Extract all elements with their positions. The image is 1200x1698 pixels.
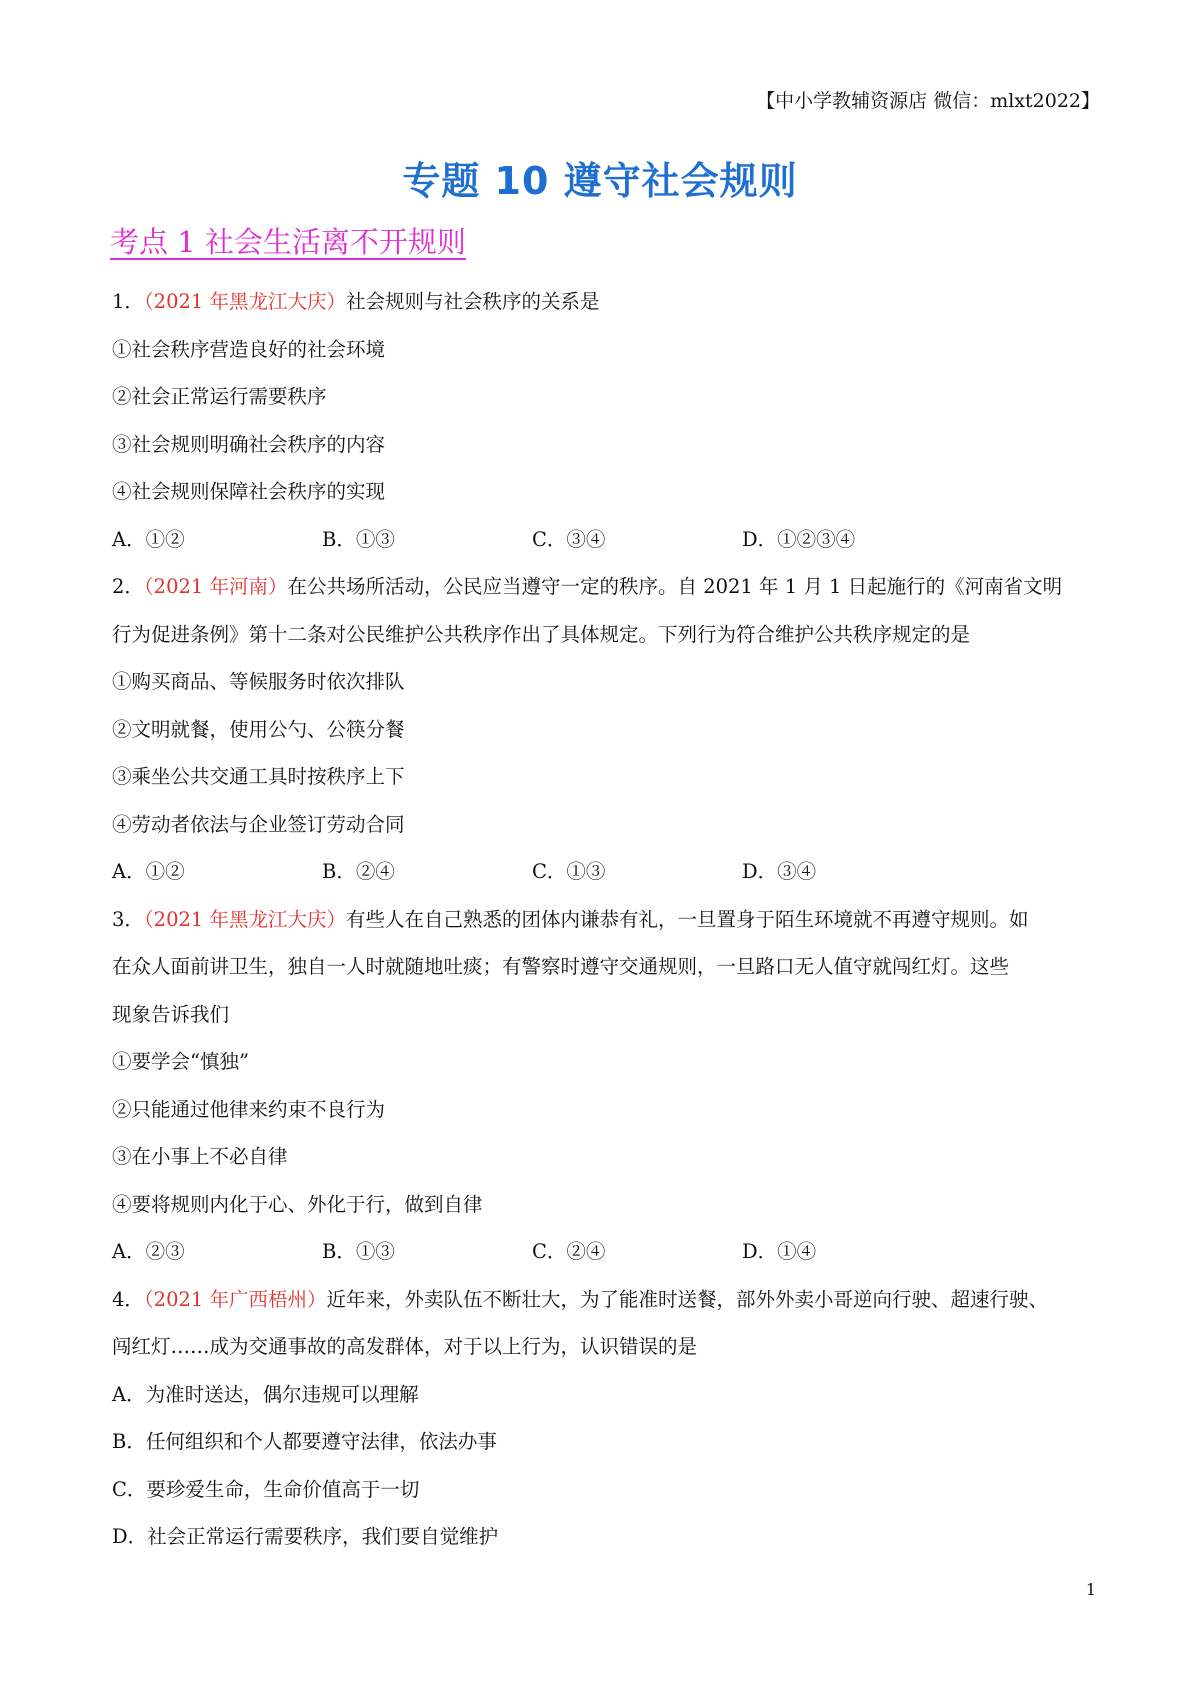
option-d[interactable]: D．①④: [742, 1240, 817, 1263]
question-stem-continuation: 行为促进条例》第十二条对公民维护公共秩序作出了具体规定。下列行为符合维护公共秩序规定的是: [112, 622, 971, 646]
question-3: [112, 896, 1102, 1276]
statement: ③在小事上不必自律: [112, 1145, 288, 1168]
option-a[interactable]: A．①②: [112, 527, 185, 551]
question-stem: 有些人在自己熟悉的团体内谦恭有礼，一旦置身于陌生环境就不再遵守规则。如: [346, 907, 1029, 931]
question-stem-line: [112, 896, 1102, 944]
statement: ①要学会“慎独”: [112, 1050, 249, 1073]
option-c[interactable]: C．要珍爱生命，生命价值高于一切: [112, 1477, 420, 1501]
statement: ②社会正常运行需要秩序: [112, 385, 327, 408]
question-stem-line: [112, 563, 1102, 611]
answer-options: [112, 516, 1102, 564]
question-stem-continuation: 现象告诉我们: [112, 1002, 230, 1026]
question-4: [112, 1276, 1102, 1561]
statement: ②文明就餐，使用公勺、公筷分餐: [112, 717, 405, 741]
question-source: （2021 年河南）: [143, 575, 288, 598]
answer-options: [112, 1228, 1102, 1276]
question-number: 3．: [112, 907, 144, 931]
question-1: [112, 278, 1102, 563]
statement: ②只能通过他律来约束不良行为: [112, 1097, 386, 1121]
statement: ①购买商品、等候服务时依次排队: [112, 670, 405, 693]
question-number: 2．: [112, 575, 144, 598]
question-stem-continuation: 闯红灯……成为交通事故的高发群体，对于以上行为，认识错误的是: [112, 1335, 698, 1358]
option-b[interactable]: B．任何组织和个人都要遵守法律，依法办事: [112, 1430, 497, 1453]
statement: ③乘坐公共交通工具时按秩序上下: [112, 765, 405, 788]
question-stem: 近年来，外卖队伍不断壮大，为了能准时送餐，部外外卖小哥逆向行驶、超速行驶、: [326, 1287, 1049, 1311]
option-c[interactable]: C．②④: [532, 1240, 606, 1263]
question-stem-line: [112, 278, 1102, 326]
document-title: 专题 10 遵守社会规则: [402, 159, 798, 203]
header-note: 【中小学教辅资源店 微信：mlxt2022】: [756, 90, 1100, 112]
statement: ③社会规则明确社会秩序的内容: [112, 432, 386, 456]
statement: ④社会规则保障社会秩序的实现: [112, 480, 386, 503]
question-source: （2021 年黑龙江大庆）: [143, 907, 346, 931]
question-list: [112, 278, 1102, 1561]
question-number: 1．: [112, 290, 144, 313]
option-b[interactable]: B．②④: [322, 860, 395, 883]
question-stem-continuation: 在众人面前讲卫生，独自一人时就随地吐痰；有警察时遵守交通规则，一旦路口无人值守就闯红灯。这些: [112, 955, 1010, 978]
statement: ④要将规则内化于心、外化于行，做到自律: [112, 1192, 483, 1216]
option-a[interactable]: A．①②: [112, 860, 185, 883]
option-c[interactable]: C．①③: [532, 860, 606, 883]
section-heading: 考点 1 社会生活离不开规则: [110, 225, 466, 259]
statement: ④劳动者依法与企业签订劳动合同: [112, 812, 405, 836]
page-number: 1: [1085, 1580, 1096, 1599]
option-b[interactable]: B．①③: [322, 527, 395, 551]
question-number: 4．: [112, 1287, 144, 1311]
option-a[interactable]: A．②③: [112, 1240, 185, 1263]
option-d[interactable]: D．①②③④: [742, 527, 856, 551]
option-d[interactable]: D．社会正常运行需要秩序，我们要自觉维护: [112, 1525, 499, 1548]
question-stem: 在公共场所活动，公民应当遵守一定的秩序。自 2021 年 1 月 1 日起施行的《河南省文明: [287, 575, 1063, 598]
question-stem: 社会规则与社会秩序的关系是: [346, 290, 600, 313]
statement: ①社会秩序营造良好的社会环境: [112, 337, 386, 361]
option-a[interactable]: A．为准时送达，偶尔违规可以理解: [112, 1382, 419, 1406]
question-2: [112, 563, 1102, 896]
answer-options: [112, 848, 1102, 896]
option-b[interactable]: B．①③: [322, 1240, 395, 1263]
question-stem-line: [112, 1276, 1102, 1324]
option-d[interactable]: D．③④: [742, 860, 817, 883]
option-c[interactable]: C．③④: [532, 527, 606, 551]
question-source: （2021 年广西梧州）: [143, 1287, 327, 1311]
question-source: （2021 年黑龙江大庆）: [143, 290, 346, 313]
